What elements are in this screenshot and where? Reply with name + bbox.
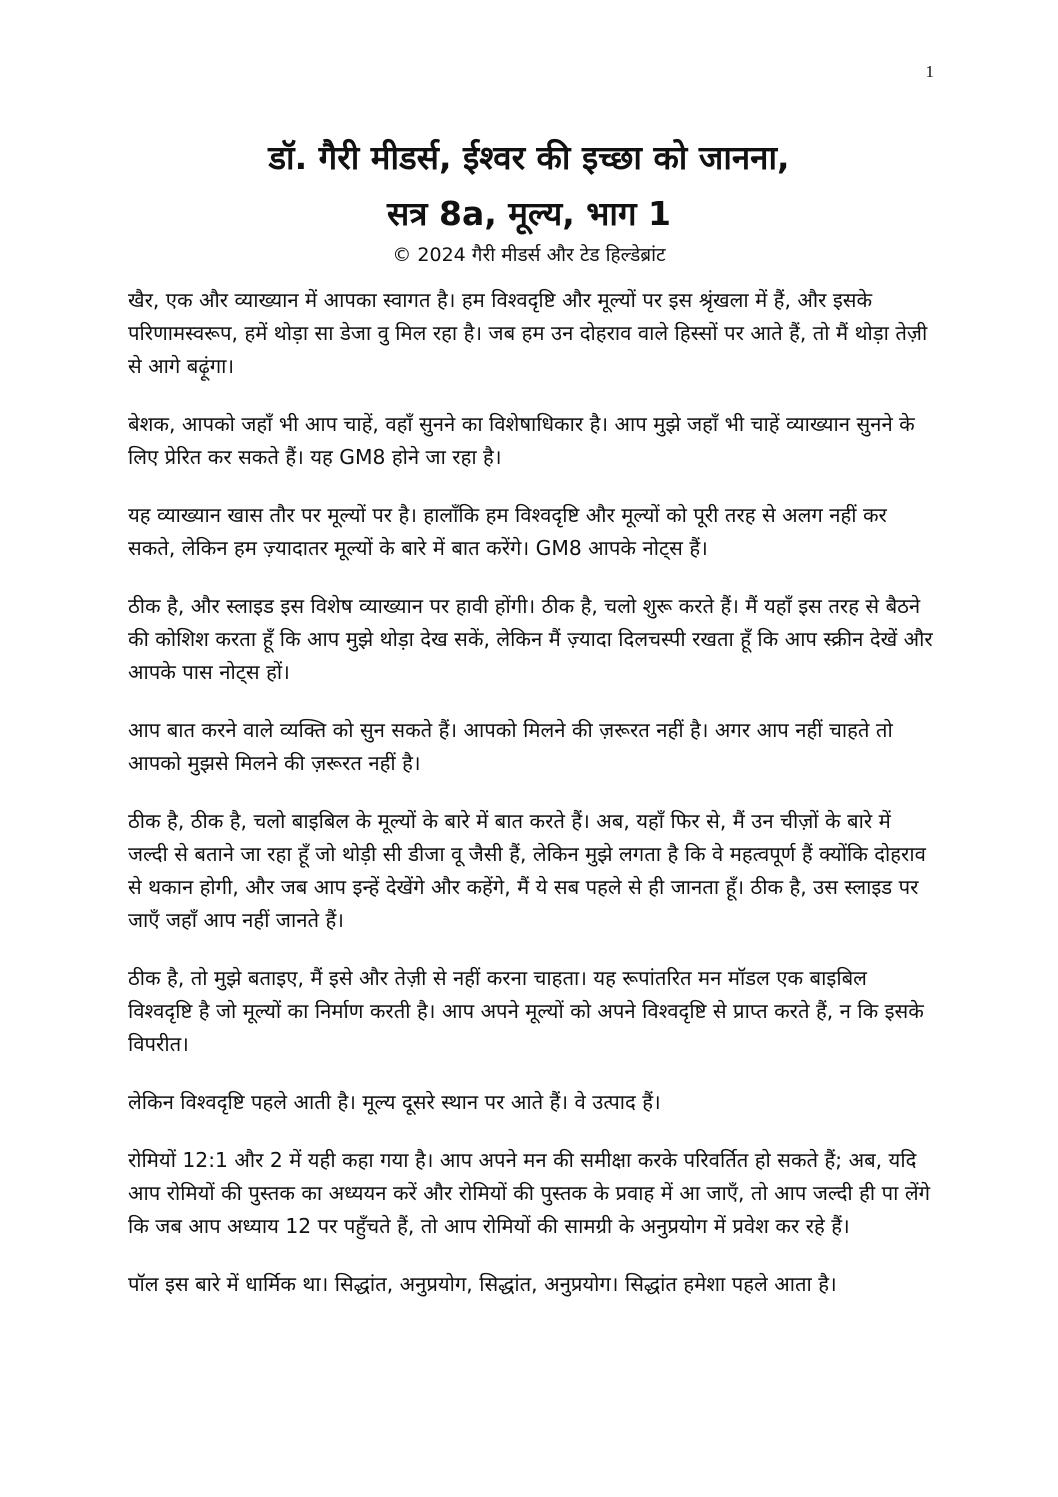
paragraph: आप बात करने वाले व्यक्ति को सुन सकते हैं। आपको मिलने की ज़रूरत नहीं है। अगर आप नहीं चाहते तो आपको मुझसे मिलने की ज़रूरत नहीं है।: [128, 718, 893, 775]
paragraph: ठीक है, और स्लाइड इस विशेष व्याख्यान पर हावी होंगी। ठीक है, चलो शुरू करते हैं। मैं यहाँ इस तरह से बैठने की कोशिश करता हूँ कि आप मुझे थोड़ा देख सकें, लेकिन मैं ज़्यादा दिलचस्पी रखता हूँ कि आप स्क्रीन देखें और आपके पास नोट्स हों।: [128, 594, 933, 684]
title-line-1: डॉ. गैरी मीडर्स, ईश्वर की इच्छा को जानना,: [268, 138, 790, 177]
paragraph: बेशक, आपको जहाँ भी आप चाहें, वहाँ सुनने का विशेषाधिकार है। आप मुझे जहाँ भी चाहें व्याख्यान सुनने के लिए प्रेरित कर सकते हैं। यह GM8 होने जा रहा है।: [128, 412, 915, 469]
paragraph: लेकिन विश्वदृष्टि पहले आती है। मूल्य दूसरे स्थान पर आते हैं। वे उत्पाद हैं।: [128, 1090, 661, 1114]
paragraph: ठीक है, ठीक है, चलो बाइबिल के मूल्यों के बारे में बात करते हैं। अब, यहाँ फिर से, मैं उन चीज़ों के बारे में जल्दी से बताने जा रहा हूँ जो थोड़ी सी डीजा वू जैसी हैं, लेकिन मुझे लगता है कि वे महत्वपूर्ण हैं क्योंकि दोहराव से थकान होगी, और जब आप इन्हें देखेंगे और कहेंगे, मैं ये सब पहले से ही जानता हूँ। ठीक है, उस स्लाइड पर जाएँ जहाँ आप नहीं जानते हैं।: [128, 809, 926, 932]
document-title: [128, 130, 930, 242]
document-header: [128, 130, 930, 268]
paragraph: खैर, एक और व्याख्यान में आपका स्वागत है। हम विश्वदृष्टि और मूल्यों पर इस श्रृंखला में हैं, और इसके परिणामस्वरूप, हमें थोड़ा सा डेजा वु मिल रहा है। जब हम उन दोहराव वाले हिस्सों पर आते हैं, तो मैं थोड़ा तेज़ी से आगे बढ़ूंगा।: [128, 288, 928, 378]
paragraph: यह व्याख्यान खास तौर पर मूल्यों पर है। हालाँकि हम विश्वदृष्टि और मूल्यों को पूरी तरह से अलग नहीं कर सकते, लेकिन हम ज़्यादातर मूल्यों के बारे में बात करेंगे। GM8 आपके नोट्स हैं।: [128, 503, 887, 560]
document-body: [128, 284, 933, 1326]
paragraph: रोमियों 12:1 और 2 में यही कहा गया है। आप अपने मन की समीक्षा करके परिवर्तित हो सकते हैं; अब, यदि आप रोमियों की पुस्तक का अध्ययन करें और रोमियों की पुस्तक के प्रवाह में आ जाएँ, तो आप जल्दी ही पा लेंगे कि जब आप अध्याय 12 पर पहुँचते हैं, तो आप रोमियों की सामग्री के अनुप्रयोग में प्रवेश कर रहे हैं।: [128, 1148, 930, 1238]
paragraph: पॉल इस बारे में धार्मिक था। सिद्धांत, अनुप्रयोग, सिद्धांत, अनुप्रयोग। सिद्धांत हमेशा पहले आता है।: [128, 1272, 837, 1296]
title-line-2: सत्र 8a, मूल्य, भाग 1: [386, 194, 672, 233]
copyright-notice: © 2024 गैरी मीडर्स और टेड हिल्डेब्रांट: [392, 244, 666, 266]
page-number: 1: [925, 62, 934, 81]
paragraph: ठीक है, तो मुझे बताइए, मैं इसे और तेज़ी से नहीं करना चाहता। यह रूपांतरित मन मॉडल एक बाइबिल विश्वदृष्टि है जो मूल्यों का निर्माण करती है। आप अपने मूल्यों को अपने विश्वदृष्टि से प्राप्त करते हैं, न कि इसके विपरीत।: [128, 966, 924, 1056]
